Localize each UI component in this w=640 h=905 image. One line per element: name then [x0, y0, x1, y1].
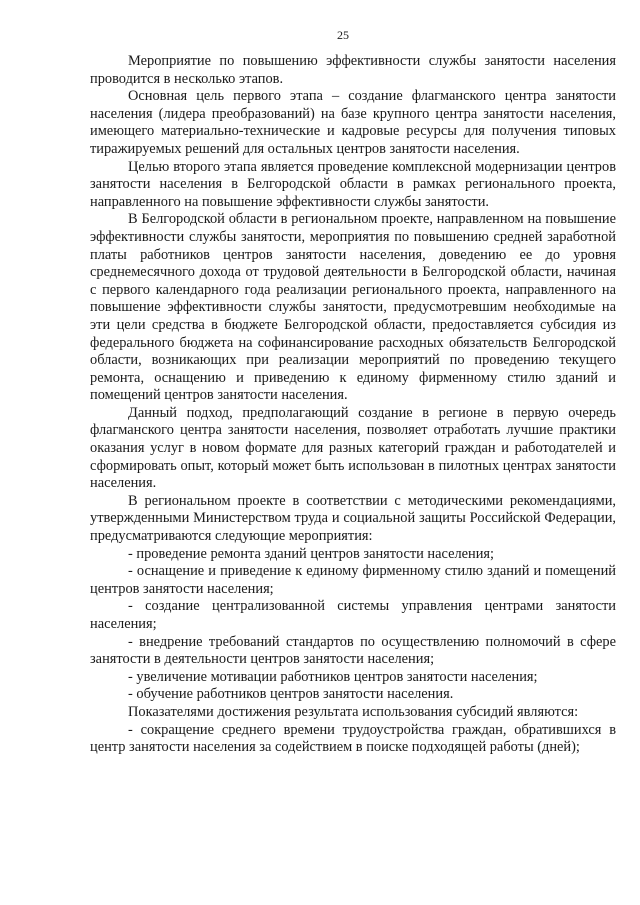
paragraph-first-stage-goal: Основная цель первого этапа – создание флагманского центра занятости населения (лидера преобразований) на базе крупного центра занятости населения, имеющего материально-технические и кадровые ресурсы для получения типовых тиражируемых решений для остальных центров занятости населения.	[90, 88, 616, 157]
list-item-centralized-management: - создание централизованной системы управления центрами занятости населения;	[90, 598, 616, 632]
document-body	[90, 53, 616, 757]
paragraph-regional-project-subsidy: В Белгородской области в региональном проекте, направленном на повышение эффективности службы занятости, мероприятия по повышению средней заработной платы работников центров занятости населения, доведению ее до уровня среднемесячного дохода от трудовой деятельности в Белгородской области, начиная с первого календарного года реализации регионального проекта, направленного на повышение эффективности службы занятости, предусмотревшим необходимые на эти цели средства в бюджете Белгородской области, предоставляется субсидия из федерального бюджета на софинансирование расходных обязательств Белгородской области, возникающих при реализации мероприятий по проведению текущего ремонта, оснащению и приведению к единому фирменному стилю зданий и помещений центров занятости населения.	[90, 211, 616, 404]
list-item-repair: - проведение ремонта зданий центров занятости населения;	[128, 545, 495, 562]
page-number: 25	[337, 28, 349, 42]
list-item-equipment-style: - оснащение и приведение к единому фирменному стилю зданий и помещений центров занятости населения;	[90, 563, 616, 597]
paragraph-second-stage-goal: Целью второго этапа является проведение комплексной модернизации центров занятости населения в Белгородской области в рамках регионального проекта, направленного на повышение эффективности службы занятости.	[90, 158, 616, 210]
list-item-standards: - внедрение требований стандартов по осуществлению полномочий в сфере занятости в деятельности центров занятости населения;	[90, 633, 616, 668]
paragraph-indicators-intro: Показателями достижения результата использования субсидий являются:	[128, 703, 579, 720]
paragraph-approach: Данный подход, предполагающий создание в регионе в первую очередь флагманского центра занятости населения, позволяет отработать лучшие практики оказания услуг в новом формате для разных категорий граждан и работодателей и сформировать опыт, который может быть использован в пилотных центрах занятости населения.	[90, 404, 616, 492]
list-item-training: - обучение работников центров занятости населения.	[128, 686, 454, 703]
paragraph-stages-intro: Мероприятие по повышению эффективности службы занятости населения проводится в несколько этапов.	[90, 53, 616, 87]
list-item-employment-time: - сокращение среднего времени трудоустройства граждан, обратившихся в центр занятости населения за содействием в поиске подходящей работы (дней);	[90, 721, 616, 756]
list-item-motivation: - увеличение мотивации работников центров занятости населения;	[128, 668, 538, 685]
paragraph-measures-intro: В региональном проекте в соответствии с методическими рекомендациями, утвержденными Министерством труда и социальной защиты Российской Федерации, предусматриваются следующие мероприятия:	[90, 492, 616, 545]
